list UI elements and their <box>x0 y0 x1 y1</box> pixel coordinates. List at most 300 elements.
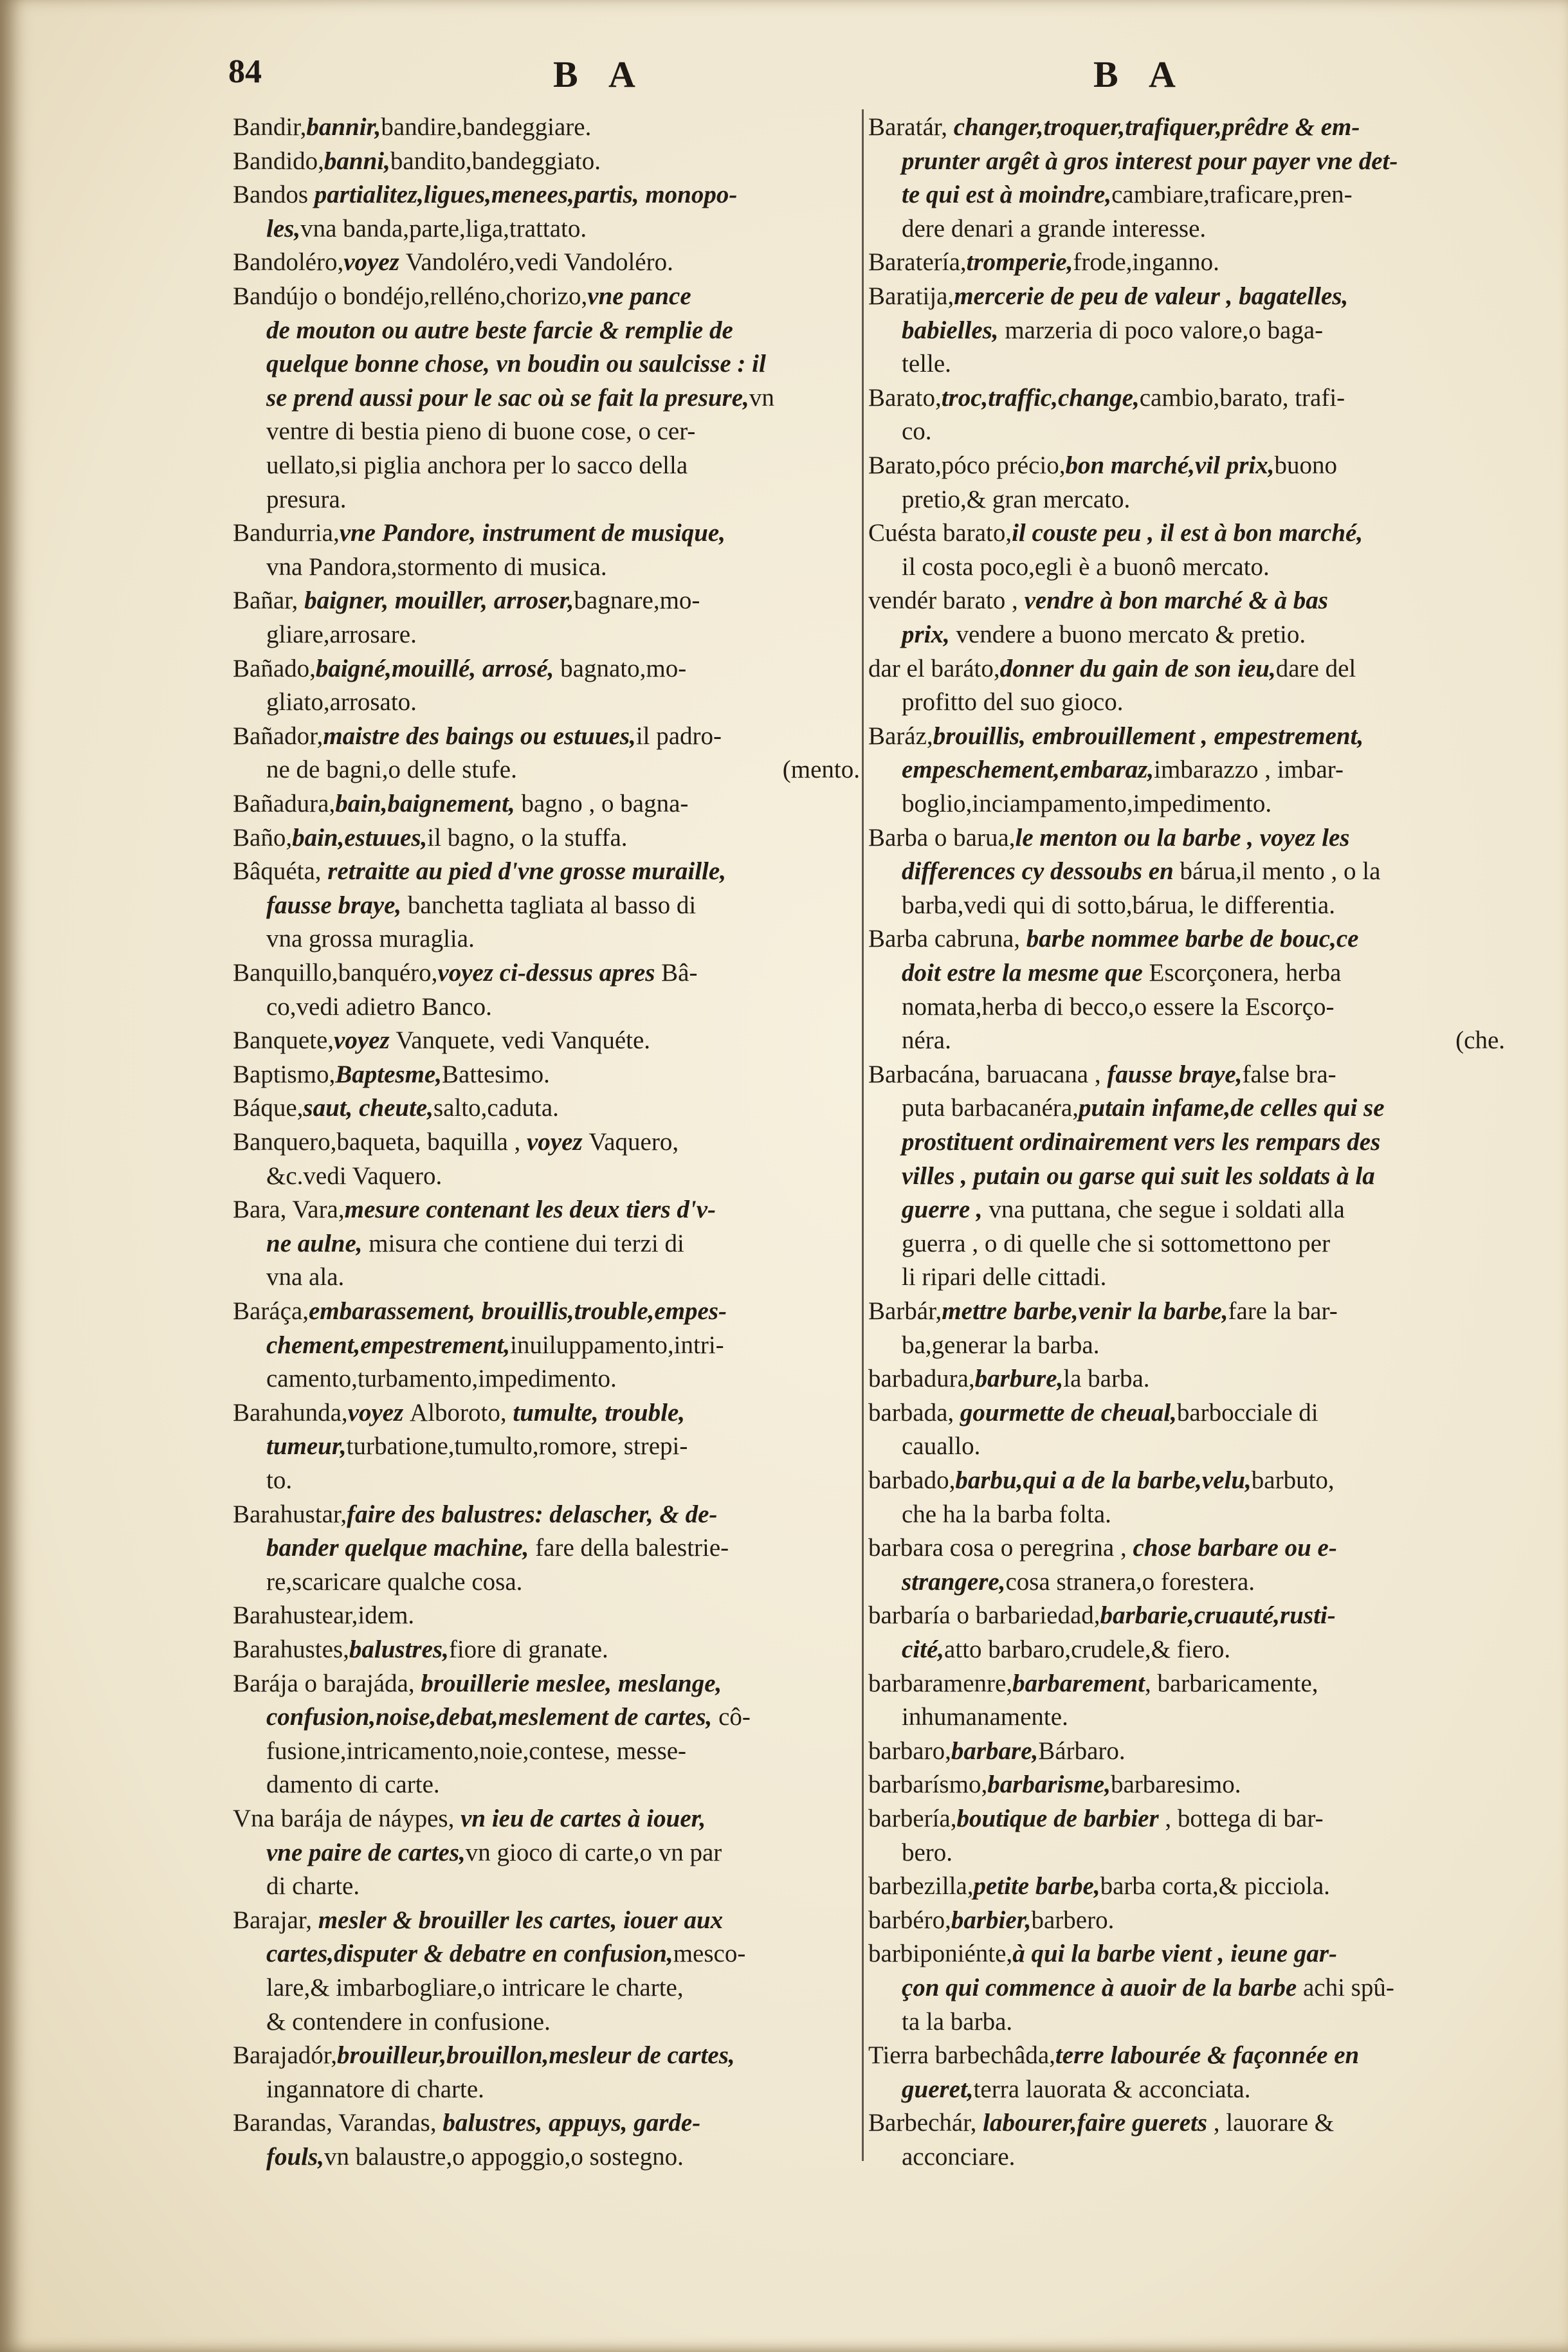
french-gloss: quelque bonne chose, vn boudin ou saulcisse : il <box>266 350 766 378</box>
entry-text: barbiponiénte, <box>868 1940 1013 1968</box>
entry-headline <box>868 584 1328 617</box>
french-gloss: gourmette de cheual, <box>960 1398 1177 1427</box>
entry-continuation <box>902 1633 1230 1666</box>
entry-text: lare,& imbarbogliare,o intricare le charte, <box>266 1974 684 2001</box>
french-gloss: tromperie, <box>966 248 1073 277</box>
entry-text: atto barbaro,crudele,& fiero. <box>944 1636 1231 1663</box>
entry-headline <box>233 1396 685 1430</box>
french-gloss: bon marché,vil prix, <box>1065 451 1275 479</box>
entry-text: dare del <box>1275 654 1356 682</box>
french-gloss: vne paire de cartes, <box>266 1838 466 1866</box>
french-gloss: mettre barbe,venir la barbe, <box>942 1297 1228 1325</box>
entry-text: vna banda,parte,liga,trattato. <box>300 214 587 242</box>
entry-continuation <box>266 1768 440 1801</box>
entry-continuation <box>266 2073 484 2106</box>
french-gloss: barbare, <box>951 1737 1039 1765</box>
entry-headline <box>233 516 725 550</box>
entry-text: bandire,bandeggiare. <box>381 113 592 141</box>
entry-continuation <box>902 889 1335 922</box>
entry-text: Vaquero, <box>588 1128 679 1156</box>
entry-continuation <box>902 787 1272 821</box>
entry-text: misura che contiene dui terzi di <box>369 1229 684 1257</box>
french-gloss: prostituent ordinairement vers les rempars des <box>902 1128 1381 1156</box>
entry-text: nomata,herba di becco,o essere la Escorço- <box>902 992 1335 1021</box>
entry-headline <box>233 1599 414 1632</box>
entry-continuation <box>266 1329 724 1362</box>
french-gloss: tumulte, trouble, <box>513 1398 686 1427</box>
entry-text: barba corta,& picciola. <box>1100 1872 1330 1901</box>
entry-text: re,scaricare qualche cosa. <box>266 1567 523 1596</box>
entry-text: Barato,póco précio, <box>868 451 1066 479</box>
entry-headline <box>233 787 688 821</box>
entry-continuation <box>266 753 517 787</box>
french-gloss: brouillis, embrouillement , empestrement, <box>933 722 1364 750</box>
entry-headline <box>868 2106 1334 2140</box>
entry-continuation <box>902 178 1353 212</box>
entry-continuation <box>902 551 1270 584</box>
entry-continuation <box>902 1160 1375 1193</box>
entry-text: ventre di bestia pieno di buone cose, o cer- <box>266 417 696 446</box>
entry-text: & contendere in confusione. <box>266 2007 551 2036</box>
entry-continuation <box>266 2140 684 2174</box>
entry-continuation <box>266 1565 522 1599</box>
french-gloss: cité, <box>902 1636 945 1663</box>
french-gloss: maistre des baings ou estuues, <box>323 722 636 750</box>
entry-text: Vna barája de náypes, <box>233 1805 461 1832</box>
entry-text: Bandoléro, <box>233 248 344 277</box>
entry-text: Banquero,baqueta, baquilla , <box>233 1128 527 1156</box>
left-column <box>233 0 860 2187</box>
entry-continuation <box>266 1971 684 2005</box>
entry-text: il costa poco,egli è a buonô mercato. <box>902 552 1270 581</box>
entry-text: damento di carte. <box>266 1771 440 1799</box>
entry-text: Báque, <box>233 1094 304 1122</box>
entry-text: fiore di granate. <box>448 1636 608 1663</box>
entry-headline <box>868 1870 1330 1903</box>
entry-text: telle. <box>902 350 951 378</box>
french-gloss: gueret, <box>902 2075 974 2103</box>
entry-text: Barato, <box>868 383 942 412</box>
entry-text: &c.vedi Vaquero. <box>266 1162 442 1190</box>
entry-text: barbado, <box>868 1466 956 1494</box>
french-gloss: troc,traffic,change, <box>941 383 1140 412</box>
entry-text: profitto del suo gioco. <box>902 688 1124 716</box>
entry-text: Barba cabruna, <box>868 925 1026 953</box>
entry-text: Vanquete, vedi Vanquéte. <box>396 1026 651 1055</box>
entry-continuation <box>902 1329 1099 1362</box>
entry-headline <box>868 1937 1337 1971</box>
entry-continuation <box>266 889 696 922</box>
entry-text: Bañado, <box>233 654 316 682</box>
french-gloss: tumeur, <box>266 1432 347 1461</box>
entry-continuation <box>902 1193 1345 1226</box>
french-gloss: voyez ci-dessus apres <box>437 959 662 987</box>
french-gloss: chose barbare ou e- <box>1133 1534 1337 1562</box>
entry-continuation <box>902 753 1344 787</box>
entry-text: Bañador, <box>233 722 324 750</box>
entry-continuation <box>902 314 1323 347</box>
french-gloss: mercerie de peu de valeur , bagatelles, <box>954 282 1349 310</box>
french-gloss: changer,troquer,trafiquer,prêdre & em- <box>953 113 1360 141</box>
entry-continuation <box>902 483 1130 516</box>
entry-continuation <box>266 1531 729 1565</box>
entry-text: Barahustar, <box>233 1500 347 1528</box>
entry-text: barbocciale di <box>1176 1398 1318 1427</box>
entry-text: terra lauorata & acconciata. <box>973 2075 1251 2103</box>
entry-continuation <box>266 686 417 719</box>
entry-text: Vandoléro,vedi Vandoléro. <box>405 248 673 277</box>
entry-text: salto,caduta. <box>433 1094 559 1122</box>
entry-text: barbero. <box>1031 1906 1115 1934</box>
entry-headline <box>233 2039 735 2072</box>
french-gloss: voyez <box>334 1026 396 1055</box>
entry-text: ne de bagni,o delle stufe. <box>266 756 517 784</box>
entry-text: barbaramenre, <box>868 1669 1013 1697</box>
entry-headline <box>233 720 722 753</box>
entry-continuation <box>266 1937 745 1971</box>
entry-text: cauallo. <box>902 1432 981 1461</box>
entry-text: achi spû- <box>1302 1974 1394 2001</box>
entry-continuation <box>902 1126 1380 1159</box>
entry-headline <box>233 1024 650 1057</box>
entry-text: Bâ- <box>661 959 698 987</box>
french-gloss: brouilleur,brouillon,mesleur de cartes, <box>336 2041 735 2070</box>
entry-text: imbarazzo , imbar- <box>1154 756 1344 784</box>
entry-text: mesco- <box>673 1940 746 1968</box>
entry-text: Barbechár, <box>868 2109 983 2137</box>
french-gloss: balustres, <box>349 1636 449 1663</box>
french-gloss: fausse braye, <box>1107 1060 1243 1088</box>
french-gloss: vne Pandore, instrument de musique, <box>339 519 725 547</box>
entry-headline <box>233 2106 700 2140</box>
french-gloss: embarassement, brouillis,trouble,empes- <box>309 1297 727 1325</box>
french-gloss: baigner, mouiller, arroser, <box>304 587 574 615</box>
french-gloss: bannir, <box>306 113 381 141</box>
entry-text: Bandurria, <box>233 519 340 547</box>
entry-headline <box>868 821 1349 855</box>
entry-headline <box>868 2039 1359 2072</box>
entry-headline <box>233 1091 559 1125</box>
french-gloss: ne aulne, <box>266 1229 369 1257</box>
entry-headline <box>868 381 1345 415</box>
entry-text: Barajadór, <box>233 2041 337 2070</box>
french-gloss: donner du gain de son ieu, <box>999 654 1276 682</box>
entry-text: vna grossa muraglia. <box>266 925 475 953</box>
french-gloss: retraitte au pied d'vne grosse muraille, <box>327 857 726 886</box>
entry-continuation <box>902 1024 951 1057</box>
french-gloss: baigné,mouillé, arrosé, <box>315 654 561 682</box>
entry-text: il padro- <box>635 722 722 750</box>
entry-text: buono <box>1274 451 1337 479</box>
entry-continuation <box>266 415 695 448</box>
entry-text: vna puttana, che segue i soldati alla <box>989 1196 1345 1224</box>
entry-text: Barahustes, <box>233 1636 349 1663</box>
entry-headline <box>868 1396 1318 1430</box>
entry-text: barbaresimo. <box>1110 1771 1241 1799</box>
entry-headline <box>233 652 686 686</box>
french-gloss: vendre à bon marché & à bas <box>1024 587 1328 615</box>
french-gloss: mesure contenant les deux tiers d'v- <box>344 1196 716 1224</box>
entry-continuation <box>266 922 475 956</box>
entry-text: Barbár, <box>868 1297 942 1325</box>
entry-headline <box>233 145 601 178</box>
entry-continuation <box>266 381 774 415</box>
entry-continuation <box>902 2140 1015 2174</box>
entry-headline <box>868 720 1363 753</box>
entry-text: gliato,arrosato. <box>266 688 417 716</box>
entry-continuation <box>266 212 587 246</box>
french-gloss: labourer,faire guerets <box>983 2109 1208 2137</box>
entry-continuation <box>266 1836 722 1870</box>
entry-continuation <box>266 618 417 652</box>
entry-continuation <box>266 314 733 347</box>
entry-headline <box>868 1464 1335 1497</box>
french-gloss: empeschement,embaraz, <box>902 756 1154 784</box>
entry-headline <box>233 584 700 617</box>
french-gloss: brouillerie meslee, meslange, <box>421 1669 722 1697</box>
right-column <box>868 0 1505 2187</box>
french-gloss: saut, cheute, <box>303 1094 433 1122</box>
entry-continuation <box>266 1464 292 1497</box>
entry-headline <box>868 1599 1336 1632</box>
entry-text: barba,vedi qui di sotto,bárua, le differentia. <box>902 891 1335 919</box>
entry-continuation <box>902 956 1341 990</box>
entry-text: Bandújo o bondéjo,relléno,chorizo, <box>233 282 588 310</box>
french-gloss: babielles, <box>902 316 1005 344</box>
entry-continuation <box>902 1091 1385 1125</box>
entry-headline <box>233 1667 722 1700</box>
entry-continuation <box>266 1735 686 1768</box>
french-gloss: strangere, <box>902 1567 1006 1596</box>
entry-text: barbuto, <box>1251 1466 1335 1494</box>
entry-continuation <box>266 1227 684 1261</box>
entry-headline <box>868 516 1363 550</box>
entry-text: Baratería, <box>868 248 967 277</box>
entry-continuation <box>902 2005 1012 2039</box>
french-gloss: chement,empestrement, <box>266 1331 511 1359</box>
entry-headline <box>868 922 1358 956</box>
entry-text: uellato,si piglia anchora per lo sacco della <box>266 451 688 479</box>
runover-word: (che. <box>1455 1026 1505 1055</box>
entry-continuation <box>902 990 1334 1024</box>
entry-headline <box>868 246 1219 279</box>
entry-continuation <box>266 449 688 482</box>
entry-headline <box>233 956 697 990</box>
entry-text: li ripari delle cittadi. <box>902 1263 1107 1291</box>
entry-text: Bárbaro. <box>1038 1737 1126 1765</box>
entry-text: barbaría o barbariedad, <box>868 1601 1100 1630</box>
french-gloss: prix, <box>902 621 956 648</box>
french-gloss: barbu,qui a de la barbe,velu, <box>955 1466 1252 1494</box>
french-gloss: fouls, <box>266 2143 324 2171</box>
entry-text: acconciare. <box>902 2143 1016 2171</box>
entry-text: barbada, <box>868 1398 960 1427</box>
entry-text: gliare,arrosare. <box>266 621 417 648</box>
entry-text: presura. <box>266 485 347 513</box>
entry-headline <box>233 178 737 212</box>
entry-continuation <box>902 2073 1250 2106</box>
french-gloss: cartes,disputer & debatre en confusion, <box>266 1940 673 1968</box>
french-gloss: barbarie,cruauté,rusti- <box>1100 1601 1336 1630</box>
entry-continuation <box>266 347 766 381</box>
french-gloss: bain,baignement, <box>335 790 522 817</box>
entry-text: Banquete, <box>233 1026 334 1055</box>
entry-text: co,vedi adietro Banco. <box>266 992 492 1021</box>
entry-text: camento,turbamento,impedimento. <box>266 1365 617 1393</box>
french-gloss: les, <box>266 214 301 242</box>
french-gloss: le menton ou la barbe , voyez les <box>1015 823 1350 852</box>
entry-text: , barbaricamente, <box>1144 1669 1318 1697</box>
french-gloss: faire des balustres: delascher, & de- <box>347 1500 718 1528</box>
entry-text: bagnare,mo- <box>574 587 700 615</box>
column-divider <box>862 109 864 2161</box>
entry-continuation <box>902 1565 1255 1599</box>
french-gloss: doit estre la mesme que <box>902 959 1149 987</box>
entry-continuation <box>902 1836 953 1870</box>
entry-continuation <box>902 1498 1111 1531</box>
entry-text: banchetta tagliata al basso di <box>407 891 697 919</box>
entry-text: Barandas, Varandas, <box>233 2109 443 2137</box>
french-gloss: vn ieu de cartes à iouer, <box>460 1805 706 1832</box>
entry-text: puta barbacanéra, <box>902 1094 1079 1122</box>
french-gloss: barbe nommee barbe de bouc,ce <box>1026 925 1359 953</box>
entry-text: Bara, Vara, <box>233 1196 345 1224</box>
french-gloss: barbarement <box>1012 1669 1145 1697</box>
french-gloss: mesler & brouiller les cartes, iouer aux <box>318 1906 724 1934</box>
entry-text: Baño, <box>233 823 293 852</box>
entry-headline <box>868 1904 1114 1937</box>
entry-headline <box>233 1498 717 1531</box>
entry-text: vna Pandora,stormento di musica. <box>266 552 607 581</box>
french-gloss: te qui est à moindre, <box>902 181 1112 209</box>
entry-text: cambio,barato, trafi- <box>1139 383 1345 412</box>
entry-text: marzeria di poco valore,o baga- <box>1005 316 1324 344</box>
french-gloss: çon qui commence à auoir de la barbe <box>902 1974 1303 2001</box>
french-gloss: Baptesme, <box>335 1060 442 1088</box>
entry-text: vendér barato , <box>868 587 1025 615</box>
french-gloss: prunter argêt à gros interest pour payer vne det- <box>902 147 1398 175</box>
entry-text: Bañar, <box>233 587 305 615</box>
entry-text: Baráça, <box>233 1297 309 1325</box>
entry-continuation <box>902 1261 1106 1294</box>
french-gloss: barbure, <box>974 1365 1064 1393</box>
french-gloss: putain infame,de celles qui se <box>1078 1094 1385 1122</box>
entry-continuation <box>902 145 1398 178</box>
french-gloss: petite barbe, <box>973 1872 1100 1901</box>
entry-text: barbería, <box>868 1805 957 1832</box>
entry-text: Escorçonera, herba <box>1149 959 1342 987</box>
entry-text: Baráz, <box>868 722 933 750</box>
entry-continuation <box>902 415 932 448</box>
entry-text: cô- <box>718 1703 751 1731</box>
entry-text: vendere a buono mercato & pretio. <box>956 621 1306 648</box>
entry-text: , bottega di bar- <box>1158 1805 1324 1832</box>
french-gloss: il couste peu , il est à bon marché, <box>1012 519 1363 547</box>
entry-headline <box>233 855 726 888</box>
entry-headline <box>868 1768 1241 1801</box>
entry-text: Banquillo,banquéro, <box>233 959 438 987</box>
entry-continuation <box>902 1227 1330 1261</box>
entry-text: guerra , o di quelle che si sottomettono per <box>902 1229 1331 1257</box>
entry-text: bárua,il mento , o la <box>1180 857 1381 886</box>
entry-continuation <box>266 1700 751 1734</box>
french-gloss: partialitez,ligues,menees,partis, monopo- <box>314 181 738 209</box>
french-gloss: terre labourée & façonnée en <box>1055 2041 1360 2070</box>
french-gloss: villes , putain ou garse qui suit les soldats à la <box>902 1162 1375 1190</box>
entry-headline <box>868 1802 1324 1836</box>
entry-text: inuiluppamento,intri- <box>510 1331 724 1359</box>
french-gloss: guerre , <box>902 1196 989 1224</box>
entry-text: cosa stranera,o forestera. <box>1005 1567 1255 1596</box>
entry-continuation <box>266 483 347 516</box>
entry-text: fare della balestrie- <box>535 1534 729 1562</box>
entry-text: Barája o barajáda, <box>233 1669 421 1697</box>
entry-text: ingannatore di charte. <box>266 2075 484 2103</box>
entry-text: bero. <box>902 1838 953 1866</box>
entry-text: , lauorare & <box>1207 2109 1335 2137</box>
entry-continuation <box>902 212 1206 246</box>
french-gloss: à qui la barbe vient , ieune gar- <box>1012 1940 1338 1968</box>
entry-text: bandito,bandeggiato. <box>390 147 601 175</box>
entry-headline <box>233 1193 716 1226</box>
entry-continuation <box>266 1430 688 1463</box>
entry-headline <box>233 280 691 313</box>
entry-headline <box>868 1058 1336 1091</box>
entry-text: barbara cosa o peregrina , <box>868 1534 1133 1562</box>
entry-text: la barba. <box>1063 1365 1150 1393</box>
entry-text: pretio,& gran mercato. <box>902 485 1131 513</box>
french-gloss: balustres, appuys, garde- <box>442 2109 701 2137</box>
entry-text: barbezilla, <box>868 1872 974 1901</box>
entry-text: frode,inganno. <box>1073 248 1219 277</box>
entry-continuation <box>266 1362 617 1396</box>
entry-text: Barajar, <box>233 1906 318 1934</box>
entry-text: fare la bar- <box>1228 1297 1338 1325</box>
entry-text: Baratár, <box>868 113 954 141</box>
entry-headline <box>233 821 628 855</box>
entry-headline <box>868 280 1348 313</box>
entry-headline <box>233 1904 723 1937</box>
entry-continuation <box>266 1261 344 1294</box>
entry-text: di charte. <box>266 1872 360 1901</box>
entry-text: barbadura, <box>868 1365 975 1393</box>
entry-continuation <box>266 990 492 1024</box>
runover-word: (mento. <box>782 756 860 784</box>
entry-headline <box>233 1802 706 1836</box>
french-gloss: banni, <box>324 147 390 175</box>
entry-text: dar el baráto, <box>868 654 1000 682</box>
entry-text: Baratija, <box>868 282 954 310</box>
entry-text: ba,generar la barba. <box>902 1331 1100 1359</box>
entry-text: Battesimo. <box>442 1060 550 1088</box>
entry-headline <box>868 1531 1337 1565</box>
entry-text: to. <box>266 1466 293 1494</box>
entry-headline <box>868 1362 1150 1396</box>
entry-continuation <box>266 551 607 584</box>
entry-continuation <box>902 855 1380 888</box>
entry-continuation <box>902 618 1306 652</box>
entry-text: Bâquéta, <box>233 857 328 886</box>
entry-headline <box>868 1735 1126 1768</box>
entry-text: néra. <box>902 1026 951 1055</box>
entry-text: false bra- <box>1242 1060 1336 1088</box>
entry-headline <box>233 1633 608 1666</box>
entry-text: Bandido, <box>233 147 324 175</box>
entry-text: Cuésta barato, <box>868 519 1012 547</box>
entry-text: vn <box>749 383 774 412</box>
entry-text: inhumanamente. <box>902 1703 1068 1731</box>
entry-text: ta la barba. <box>902 2007 1013 2036</box>
